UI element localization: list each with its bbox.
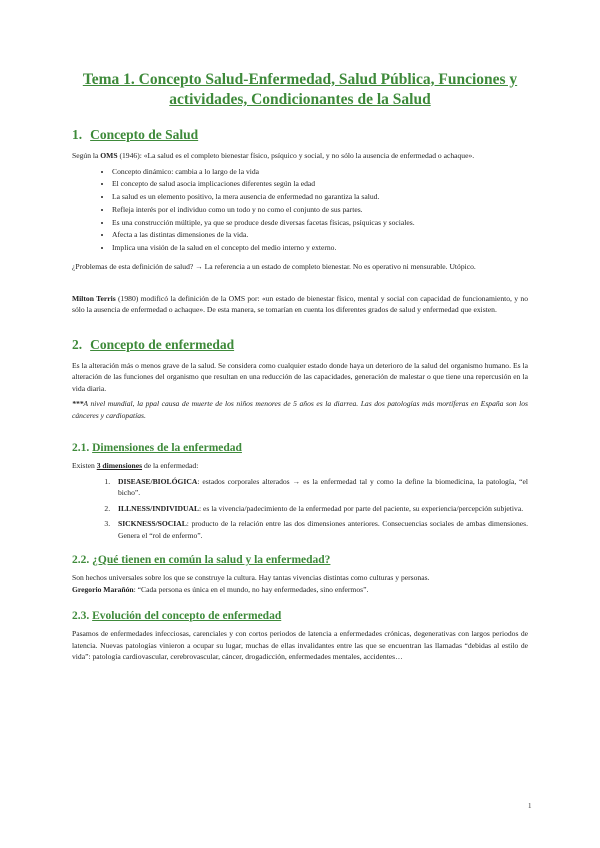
oms-label: OMS — [100, 151, 118, 160]
section-2-title: Concepto de enfermedad — [90, 336, 235, 352]
list-item: 3. SICKNESS/SOCIAL: producto de la relación entre las dos dimensiones anteriores. Consecuencias sociales de ambas dimensiones. Genera el “rol de enfermo”. — [112, 518, 528, 541]
list-item: • Concepto dinámico: cambia a lo largo de la vida — [112, 166, 528, 179]
section-2-2-title: ¿Qué tienen en común la salud y la enfermedad? — [92, 554, 331, 567]
definition-problems: ¿Problemas de esta definición de salud? → La referencia a un estado de completo bienestar. No es operativo ni mensurable. Utópico. — [72, 262, 476, 272]
maranon-quote: Gregorio Marañón: “Cada persona es única en el mundo, no hay enfermedades, sino enfermos”. — [72, 584, 369, 594]
section-2-2-number: 2.2. — [72, 554, 90, 567]
section-2-3-number: 2.3. — [72, 610, 90, 623]
list-item: • Afecta a las distintas dimensiones de la vida. — [112, 229, 528, 242]
list-item: • Es una construcción múltiple, ya que se produce desde diversas facetas físicas, psíquicas y sociales. — [112, 217, 528, 230]
section-2-number: 2. — [72, 336, 83, 352]
dimensions-intro: Existen 3 dimensiones de la enfermedad: — [72, 461, 199, 471]
list-item: • Refleja interés por el individuo como un todo y no como el conjunto de sus partes. — [112, 204, 528, 217]
section-1-heading — [72, 126, 528, 144]
section-2-3-heading — [72, 609, 528, 624]
dimensions-count: 3 dimensiones — [96, 461, 143, 471]
disease-evolution: Pasamos de enfermedades infecciosas, carenciales y con cortos periodos de latencia a enfermedades crónicas, degenerativas con largos periodos de latencia. Nuevas patologías vinieron a ocupar su lugar, muchas de ellas invalidantes entre las que se encuentran las llamadas “debidas al estilo de vida”: patología cardiovascular, cerebrovascular, cáncer, drogadicción, enfermedades mentales, accidentes… — [72, 629, 528, 662]
title-line-1: Tema 1. Concepto Salud-Enfermedad, Salud Pública, Funciones y — [82, 71, 518, 88]
list-item: 1. DISEASE/BIOLÓGICA: estados corporales alterados → es la enfermedad tal y como la define la biomedicina, la patología, “el bicho”. — [112, 476, 528, 499]
oms-definition: Según la OMS (1946): «La salud es el completo bienestar físico, psíquico y social, y no sólo la ausencia de enfermedad o achaque». — [72, 151, 475, 160]
universal-facts: Son hechos universales sobre los que se construye la cultura. Hay tantas vivencias distintas como culturas y personas. — [72, 573, 430, 583]
maranon-label: Gregorio Marañón — [72, 584, 134, 594]
title-line-2: actividades, Condicionantes de la Salud — [169, 91, 431, 108]
dimensions-list — [72, 476, 528, 542]
page-number: 1 — [528, 802, 532, 810]
section-2-heading — [72, 336, 528, 354]
section-2-3-title: Evolución del concepto de enfermedad — [92, 610, 282, 623]
mortality-note: ***A nivel mundial, la ppal causa de muerte de los niños menores de 5 años es la diarrea. Las dos patologías más mortíferas en España son los cánceres y cardiopatías. — [72, 399, 528, 420]
section-1-number: 1. — [72, 127, 83, 142]
section-2-2-heading — [72, 553, 528, 568]
document-page — [72, 70, 528, 667]
list-item: • Implica una visión de la salud en el concepto del medio interno y externo. — [112, 242, 528, 255]
list-item: 2. ILLNESS/INDIVIDUAL: es la vivencia/padecimiento de la enfermedad por parte del paciente, su experiencia/percepción subjetiva. — [112, 503, 528, 515]
list-item: • La salud es un elemento positivo, la mera ausencia de enfermedad no garantiza la salud. — [112, 191, 528, 204]
terris-label: Milton Terris — [72, 293, 116, 303]
section-2-1-heading — [72, 441, 528, 456]
section-2-1-title: Dimensiones de la enfermedad — [92, 442, 242, 455]
health-concept-list — [72, 166, 528, 256]
section-2-1-number: 2.1. — [72, 442, 90, 455]
list-item: • El concepto de salud asocia implicaciones diferentes según la edad — [112, 178, 528, 191]
section-1-title: Concepto de Salud — [90, 127, 199, 142]
document-title — [72, 70, 528, 110]
terris-definition: Milton Terris (1980) modificó la definición de la OMS por: «un estado de bienestar físico, mental y social con capacidad de funcionamiento, y no sólo la ausencia de enfermedad o achaque». De esta manera, se tomarían en cuenta los diferentes grados de salud y enfermedad que existen. — [72, 293, 528, 315]
disease-definition: Es la alteración más o menos grave de la salud. Se considera como cualquier estado donde haya un deterioro de la salud del organismo humano. Es la alteración de las funciones del organismo que resultan en una reducción de las capacidades, generación de malestar o que tiene una repercusión en la vida diaria. — [72, 360, 528, 393]
